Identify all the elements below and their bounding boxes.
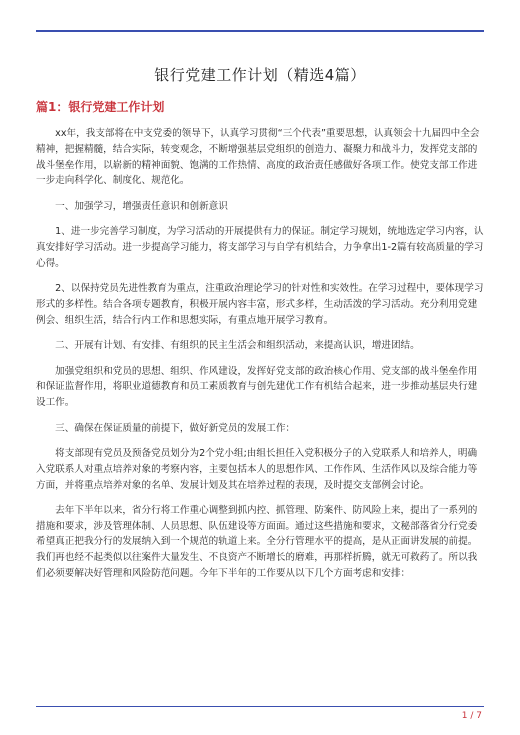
document-body <box>36 126 484 591</box>
paragraph-organization: 加强党组织和党员的思想、组织、作风建设，发挥好党支部的政治核心作用、党支部的战斗堡垒作用和保证监督作用，将职业道德教育和员工素质教育与创先建优工作有机结合起来，进一步推动基层央行建设工作。 <box>36 365 478 409</box>
bottom-rule <box>36 706 484 707</box>
paragraph-risk: 去年下半年以来，省分行将工作重心调整到抓内控、抓管理、防案件、防风险上来，提出了一系列的措施和要求，涉及管理体制、人员思想、队伍建设等方面面。通过这些措施和要求，文秘部落省分行党委希望真正把我分行的发展纳入到一个规范的轨道上来。全分行管理水平的提高，是从正面讲发展的前提。我们再也经不起类似以往案件大量发生、不良资产不断增长的磨难，再那样折腾，就无可救药了。所以我们必须要解决好管理和风险防范问题。今年下半年的工作要从以下几个方面考虑和安排： <box>36 504 478 580</box>
paragraph-heading-1: 一、加强学习，增强责任意识和创新意识 <box>36 200 228 212</box>
paragraph-heading-2: 二、开展有计划、有安排、有组织的民主生活会和组织活动，来提高认识，增进团结。 <box>36 340 420 352</box>
paragraph-members: 将支部现有党员及预备党员划分为2个党小组;由组长担任入党积极分子的入党联系人和培养人，明确入党联系人对重点培养对象的考察内容，主要包括本人的思想作风、工作作风、生活作风以及综合能力等方面，并将重点培养对象的名单、发展计划及其在培养过程的表现，及时提交支部例会讨论。 <box>36 447 478 491</box>
page-number: 1 / 7 <box>461 711 482 721</box>
section-heading: 篇1：银行党建工作计划 <box>36 100 165 114</box>
document-title: 银行党建工作计划（精选4篇） <box>154 66 366 84</box>
paragraph-item-2: 2、以保持党员先进性教育为重点，注重政治理论学习的针对性和实效性。在学习过程中，要体现学习形式的多样性。结合各项专题教育，积极开展内容丰富，形式多样，生动活泼的学习活动。充分利用党建例会、组织生活，结合行内工作和思想实际，有重点地开展学习教育。 <box>36 283 484 326</box>
top-rule <box>36 30 484 32</box>
paragraph-intro: xx年，我支部将在中支党委的领导下，认真学习贯彻“三个代表”重要思想，认真领会十九届四中全会精神，把握精髓，结合实际，转变观念，不断增强基层党组织的创造力、凝聚力和战斗力，发挥党支部的战斗堡垒作用，以崭新的精神面貌、饱满的工作热情、高度的政治责任感做好各项工作。使党支部工作进一步走向科学化、制度化、规范化。 <box>36 128 480 187</box>
paragraph-heading-3: 三、确保在保证质量的前提下，做好新党员的发展工作： <box>36 422 296 434</box>
paragraph-item-1: 1、进一步完善学习制度，为学习活动的开展提供有力的保证。制定学习规划，统地选定学习内容，认真安排好学习活动。进一步提高学习能力，将支部学习与自学有机结合，力争拿出1-2篇有较高质量的学习心得。 <box>36 226 484 269</box>
